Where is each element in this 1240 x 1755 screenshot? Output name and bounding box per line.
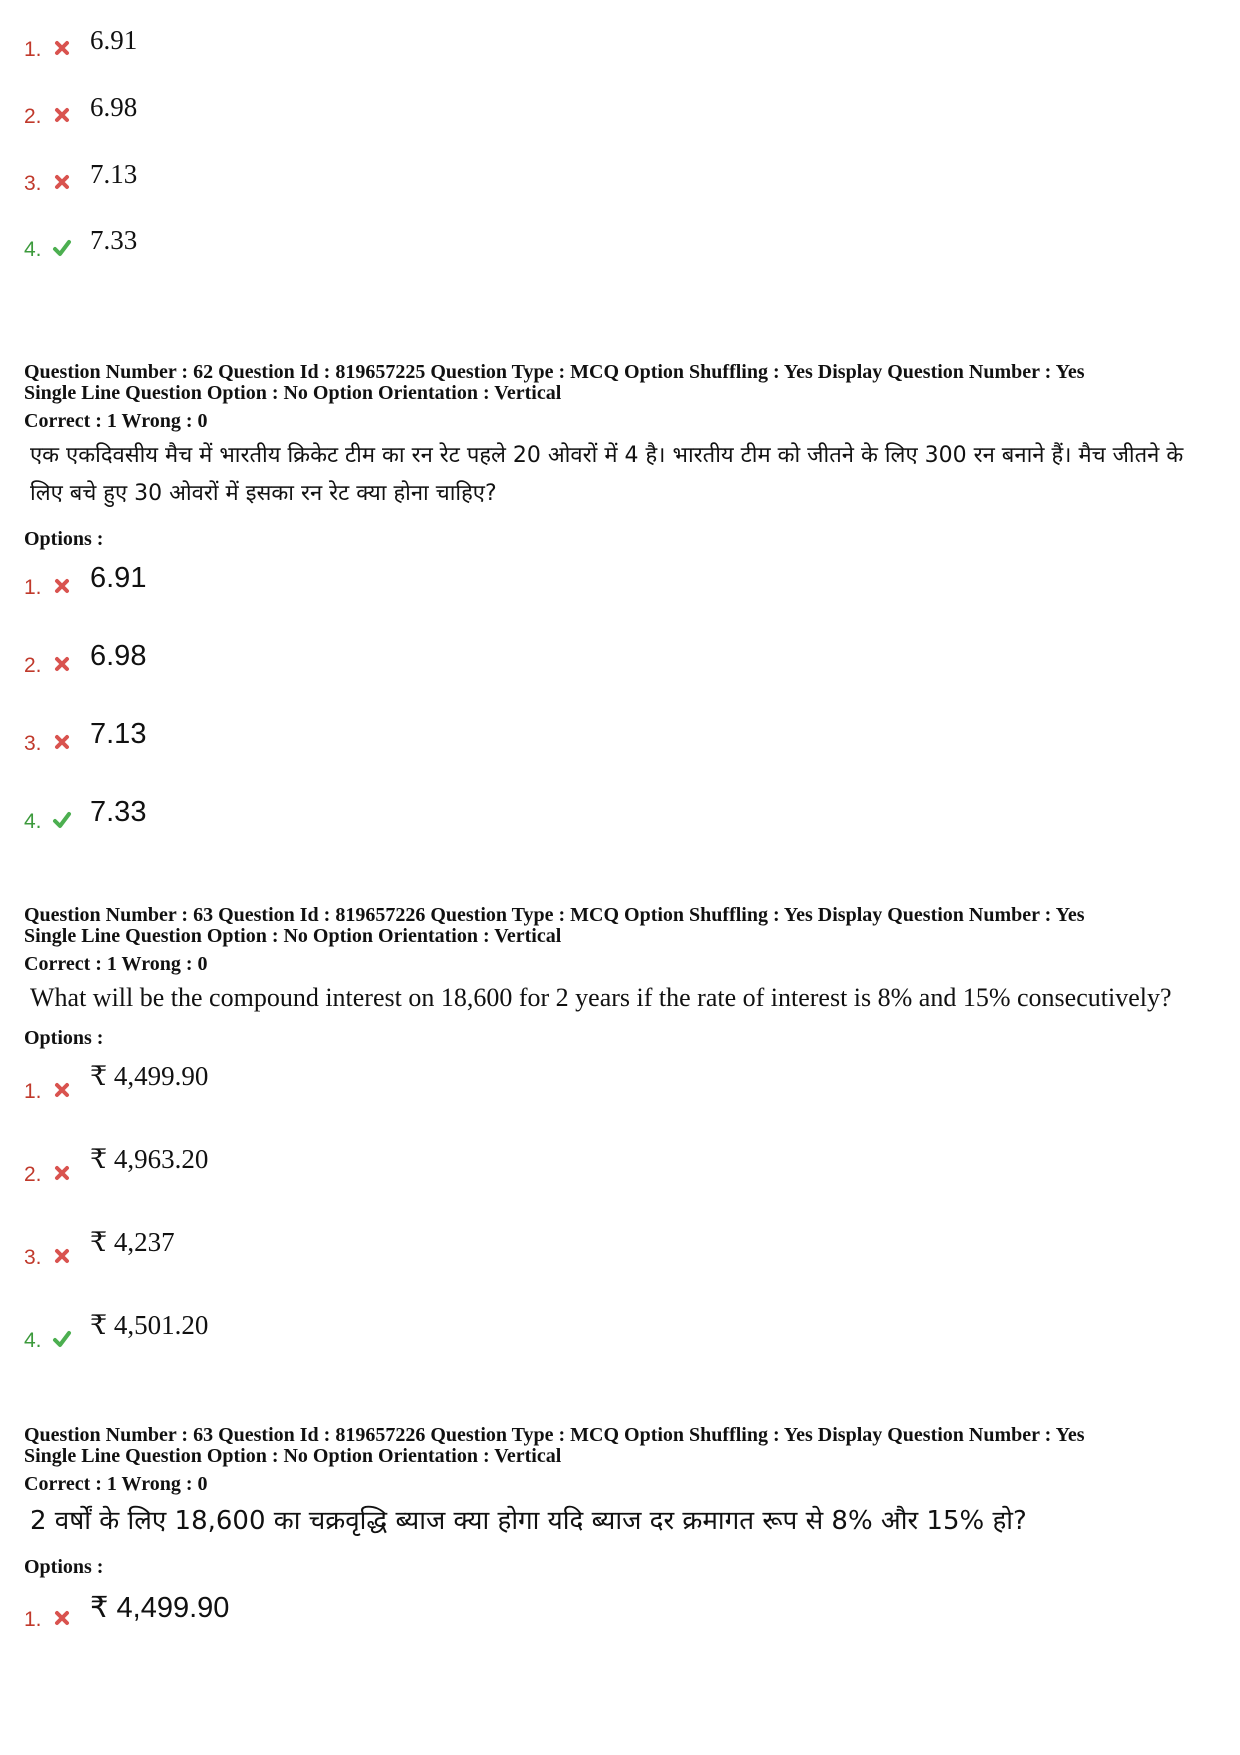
question-marks: Correct : 1 Wrong : 0 [24, 410, 208, 432]
question-text: What will be the compound interest on 18,600 for 2 years if the rate of interest is 8% and 15% consecutively? [30, 983, 1172, 1012]
question-marks: Correct : 1 Wrong : 0 [24, 1473, 208, 1495]
option-number: 3. [24, 732, 42, 755]
option-number: 4. [24, 810, 42, 833]
cross-icon [52, 1080, 72, 1100]
option-number: 4. [24, 238, 42, 261]
option-value: 7.33 [90, 225, 138, 255]
option-value: 6.91 [90, 562, 147, 594]
cross-icon [52, 172, 72, 192]
option-value: 6.91 [90, 25, 138, 55]
cross-icon [52, 576, 72, 596]
question-meta: Question Number : 63 Question Id : 819657226 Question Type : MCQ Option Shuffling : Yes Display Question Number : Yes [24, 904, 1085, 926]
option-value: 7.33 [90, 796, 147, 828]
option-value: 7.13 [90, 159, 138, 189]
option-number: 1. [24, 576, 42, 599]
option-number: 2. [24, 105, 42, 128]
option-number: 2. [24, 1163, 42, 1186]
question-meta: Question Number : 63 Question Id : 819657226 Question Type : MCQ Option Shuffling : Yes Display Question Number : Yes [24, 1424, 1085, 1446]
question-marks: Correct : 1 Wrong : 0 [24, 953, 208, 975]
option-number: 1. [24, 1608, 42, 1631]
option-value: ₹ 4,501.20 [90, 1310, 209, 1340]
option-value: ₹ 4,963.20 [90, 1144, 209, 1174]
check-icon [52, 238, 72, 258]
option-value: ₹ 4,237 [90, 1227, 175, 1257]
option-number: 3. [24, 1246, 42, 1269]
check-icon [52, 810, 72, 830]
options-label: Options : [24, 1556, 104, 1578]
options-label: Options : [24, 1027, 104, 1049]
cross-icon [52, 654, 72, 674]
cross-icon [52, 38, 72, 58]
option-value: 6.98 [90, 640, 147, 672]
option-number: 1. [24, 38, 42, 61]
option-value: ₹ 4,499.90 [90, 1592, 230, 1624]
option-value: 7.13 [90, 718, 147, 750]
options-label: Options : [24, 528, 104, 550]
option-number: 3. [24, 172, 42, 195]
option-number: 1. [24, 1080, 42, 1103]
option-number: 4. [24, 1329, 42, 1352]
question-text: एक एकदिवसीय मैच में भारतीय क्रिकेट टीम का रन रेट पहले 20 ओवरों में 4 है। भारतीय टीम को जीतने के लिए 300 रन बनाने हैं। मैच जीतने के लिए बचे हुए 30 ओवरों में इसका रन रेट क्या होना चाहिए? [30, 443, 1184, 506]
question-meta-2: Single Line Question Option : No Option Orientation : Vertical [24, 382, 562, 404]
check-icon [52, 1329, 72, 1349]
cross-icon [52, 732, 72, 752]
cross-icon [52, 1163, 72, 1183]
option-value: ₹ 4,499.90 [90, 1061, 209, 1091]
question-meta-2: Single Line Question Option : No Option Orientation : Vertical [24, 1445, 562, 1467]
question-meta: Question Number : 62 Question Id : 819657225 Question Type : MCQ Option Shuffling : Yes Display Question Number : Yes [24, 361, 1085, 383]
question-meta-2: Single Line Question Option : No Option Orientation : Vertical [24, 925, 562, 947]
option-value: 6.98 [90, 92, 138, 122]
cross-icon [52, 105, 72, 125]
option-number: 2. [24, 654, 42, 677]
cross-icon [52, 1608, 72, 1628]
question-text: 2 वर्षों के लिए 18,600 का चक्रवृद्धि ब्याज क्या होगा यदि ब्याज दर क्रमागत रूप से 8% और 15% हो? [30, 1506, 1027, 1536]
cross-icon [52, 1246, 72, 1266]
